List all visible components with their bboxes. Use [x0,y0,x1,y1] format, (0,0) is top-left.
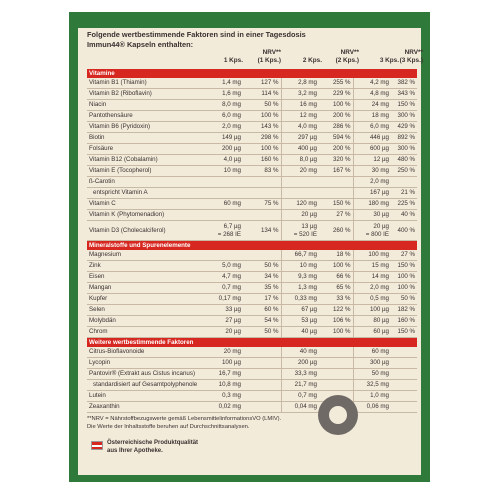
nrv-cell: 200 % [319,111,353,122]
amount-cell: 14 mg [353,272,391,283]
nrv-cell: 114 % [243,89,281,100]
nrv-cell: 160 % [391,316,417,327]
green-frame-right [421,14,428,480]
nutrient-name: Vitamin E (Tocopherol) [87,166,205,177]
amount-cell: 20 mg [205,347,243,358]
amount-cell: 20 µg [281,210,319,221]
table-row [87,210,417,221]
amount-cell: 18 mg [353,111,391,122]
nrv-cell: 40 % [391,210,417,221]
origin-line-1: Österreichische Produktqualität [107,440,199,447]
nrv-cell: 229 % [319,89,353,100]
table-row [87,100,417,111]
table-row [87,402,417,413]
nrv-cell: 320 % [319,155,353,166]
austrian-flag-icon [91,441,103,450]
nutrient-name: Pantothensäure [87,111,205,122]
amount-cell: 40 µg [281,327,319,338]
nutrient-name: Magnesium [87,250,205,261]
nrv-cell: 225 % [391,199,417,210]
table-row [87,380,417,391]
amount-cell: 297 µg [281,133,319,144]
seal-center [329,406,347,424]
nutrient-name: Lycopin [87,358,205,369]
nutrient-name: Zeaxanthin [87,402,205,413]
table-row [87,155,417,166]
amount-cell: 2,0 mg [353,283,391,294]
header-nrv-label-2: NRV** [340,49,359,57]
amount-cell: 0,5 mg [353,294,391,305]
nrv-cell: 33 % [319,294,353,305]
nrv-cell [319,358,353,369]
nrv-cell [391,358,417,369]
nrv-cell: 260 % [319,221,353,241]
amount-cell: 20 mg [281,166,319,177]
nutrient-name: Zink [87,261,205,272]
nrv-cell: 200 % [319,144,353,155]
nrv-cell: 18 % [319,250,353,261]
header-3-kps: 3 Kps. [379,57,399,65]
nutrient-name: Vitamin C [87,199,205,210]
table-row [87,369,417,380]
table-row [87,305,417,316]
amount-cell: 6,7 µg = 268 IE [205,221,243,241]
nrv-cell: 100 % [319,261,353,272]
section-title: Mineralstoffe und Spurenelemente [87,241,417,251]
nrv-cell: 65 % [319,283,353,294]
nrv-cell: 34 % [243,272,281,283]
table-row [87,133,417,144]
amount-cell: 600 µg [353,144,391,155]
nutrient-name: entspricht Vitamin A [87,188,205,199]
panel-content [87,30,423,461]
nutrient-name: Vitamin K (Phytomenadion) [87,210,205,221]
nrv-cell: 27 % [391,250,417,261]
table-row [87,177,417,188]
nrv-cell: 594 % [319,133,353,144]
section-title: Vitamine [87,69,417,78]
amount-cell: 120 mg [281,199,319,210]
table-row [87,261,417,272]
amount-cell: 200 µg [281,358,319,369]
amount-cell: 10 mg [205,166,243,177]
nrv-cell: 66 % [319,272,353,283]
amount-cell: 300 µg [353,358,391,369]
nutrient-name: Kupfer [87,294,205,305]
nrv-cell [243,250,281,261]
table-row [87,111,417,122]
amount-cell: 53 µg [281,316,319,327]
nutrient-name: Lutein [87,391,205,402]
nrv-cell: 298 % [243,133,281,144]
table-row [87,166,417,177]
table-row [87,316,417,327]
nrv-cell: 250 % [391,166,417,177]
amount-cell: 2,8 mg [281,78,319,89]
table-row [87,89,417,100]
amount-cell: 10,8 mg [205,380,243,391]
nutrient-name: Chrom [87,327,205,338]
nrv-cell: 83 % [243,166,281,177]
quality-seal-icon [318,395,358,435]
nrv-cell: 892 % [391,133,417,144]
amount-cell: 4,2 mg [353,78,391,89]
header-nrv-2-kps [325,49,359,64]
nutrient-name: Eisen [87,272,205,283]
amount-cell: 20 µg [205,327,243,338]
amount-cell: 9,3 mg [281,272,319,283]
amount-cell: 21,7 mg [281,380,319,391]
nrv-cell: 27 % [319,210,353,221]
nrv-cell: 143 % [243,122,281,133]
nrv-cell: 75 % [243,199,281,210]
nutrient-name: standardisiert auf Gesamtpolyphenole [87,380,205,391]
amount-cell: 5,0 mg [205,261,243,272]
amount-cell: 180 mg [353,199,391,210]
nrv-cell: 127 % [243,78,281,89]
nutrient-name: Vitamin B2 (Riboflavin) [87,89,205,100]
nrv-cell: 160 % [243,155,281,166]
nrv-cell [391,347,417,358]
nrv-cell [391,177,417,188]
amount-cell: 0,17 mg [205,294,243,305]
nrv-cell [391,391,417,402]
amount-cell: 6,0 mg [205,111,243,122]
nrv-cell: 100 % [243,144,281,155]
amount-cell: 30 µg [353,210,391,221]
amount-cell: 0,33 mg [281,294,319,305]
table-row [87,188,417,199]
amount-cell: 4,8 mg [353,89,391,100]
amount-cell: 16,7 mg [205,369,243,380]
nrv-cell: 167 % [319,166,353,177]
nrv-cell [243,358,281,369]
nrv-cell [243,210,281,221]
nrv-cell [319,369,353,380]
section-header [87,338,417,348]
header-nrv-3-kps [393,49,423,64]
nrv-cell: 100 % [243,111,281,122]
nrv-cell: 17 % [243,294,281,305]
footnote-analysis: Die Werte der Inhaltsstoffe beruhen auf Durchschnittsanalysen. [87,424,250,431]
section-title: Weitere wertbestimmende Faktoren [87,338,417,348]
nutrient-name: Vitamin B1 (Thiamin) [87,78,205,89]
amount-cell: 0,02 mg [205,402,243,413]
nrv-cell [243,391,281,402]
amount-cell: 2,0 mg [205,122,243,133]
nrv-cell [319,347,353,358]
nrv-cell: 343 % [391,89,417,100]
amount-cell: 100 mg [353,250,391,261]
header-nrv-sub-1: (1 Kps.) [257,56,281,64]
amount-cell: 0,3 mg [205,391,243,402]
nrv-cell: 50 % [243,261,281,272]
amount-cell [205,177,243,188]
table-row [87,144,417,155]
nrv-cell: 150 % [391,327,417,338]
amount-cell: 10 mg [281,261,319,272]
header-2-kps: 2 Kps. [302,57,322,65]
amount-cell: 8,0 µg [281,155,319,166]
amount-cell: 80 µg [353,316,391,327]
table-row [87,358,417,369]
amount-cell: 30 mg [353,166,391,177]
nrv-cell [319,188,353,199]
nrv-cell [391,402,417,413]
nrv-cell: 50 % [391,294,417,305]
section-header [87,69,417,78]
amount-cell: 0,04 mg [281,402,319,413]
origin-row [87,439,417,461]
nutrient-table [87,69,417,413]
amount-cell: 60 mg [205,199,243,210]
nrv-cell: 400 % [391,221,417,241]
amount-cell [205,250,243,261]
nrv-cell: 100 % [391,272,417,283]
amount-cell: 100 µg [353,305,391,316]
nrv-cell: 300 % [391,111,417,122]
table-row [87,347,417,358]
nrv-cell: 50 % [243,100,281,111]
nutrient-name: Pantovir® (Extrakt aus Cistus incanus) [87,369,205,380]
header-1-kps: 1 Kps. [223,57,243,65]
amount-cell: 1,6 mg [205,89,243,100]
nrv-cell [319,380,353,391]
section-header [87,241,417,251]
amount-cell: 4,0 mg [281,122,319,133]
amount-cell: 66,7 mg [281,250,319,261]
footnote-nrv: **NRV = Nährstoffbezugswerte gemäß LebensmittelinformationsVO (LMIV). [87,416,282,423]
nutrient-name: Mangan [87,283,205,294]
amount-cell: 60 mg [353,347,391,358]
nrv-cell [391,369,417,380]
amount-cell: 1,0 mg [353,391,391,402]
nrv-cell: 106 % [319,316,353,327]
amount-cell: 149 µg [205,133,243,144]
amount-cell: 0,7 mg [205,283,243,294]
green-frame-left [71,14,78,480]
nrv-cell [243,188,281,199]
amount-cell: 8,0 mg [205,100,243,111]
header-nrv-1-kps [247,49,281,64]
table-row [87,221,417,241]
nrv-cell [243,402,281,413]
nrv-cell: 100 % [319,327,353,338]
nrv-cell: 100 % [391,283,417,294]
nutrient-name: Selen [87,305,205,316]
nrv-cell [243,380,281,391]
amount-cell: 4,0 µg [205,155,243,166]
table-row [87,327,417,338]
table-row [87,272,417,283]
table-row [87,199,417,210]
amount-cell: 0,7 mg [281,391,319,402]
amount-cell: 167 µg [353,188,391,199]
nutrient-name: ß-Carotin [87,177,205,188]
green-frame-top [71,14,428,28]
table-row [87,391,417,402]
amount-cell [205,210,243,221]
amount-cell [205,188,243,199]
amount-cell: 24 mg [353,100,391,111]
amount-cell: 27 µg [205,316,243,327]
nrv-cell: 150 % [319,199,353,210]
origin-text [107,439,198,455]
amount-cell: 400 µg [281,144,319,155]
column-headers [87,49,423,69]
nrv-cell: 122 % [319,305,353,316]
header-nrv-sub-3: (3 Kps.) [399,56,423,64]
nutrient-name: Citrus-Bioflavonoide [87,347,205,358]
amount-cell: 16 mg [281,100,319,111]
intro-text [87,30,417,49]
amount-cell: 6,0 mg [353,122,391,133]
nutrient-name: Molybdän [87,316,205,327]
nrv-cell: 382 % [391,78,417,89]
header-nrv-label-3: NRV** [404,49,423,57]
amount-cell: 20 µg = 800 IE [353,221,391,241]
intro-line-2: Immun44® Kapseln enthalten: [87,39,194,49]
nrv-cell: 182 % [391,305,417,316]
header-nrv-sub-2: (2 Kps.) [335,56,359,64]
origin-line-2: aus Ihrer Apotheke. [107,448,163,455]
amount-cell: 33,3 mg [281,369,319,380]
nrv-cell: 429 % [391,122,417,133]
amount-cell: 2,0 mg [353,177,391,188]
amount-cell: 0,06 mg [353,402,391,413]
nutrient-name: Biotin [87,133,205,144]
amount-cell: 15 mg [353,261,391,272]
nrv-cell: 100 % [319,100,353,111]
amount-cell [281,188,319,199]
nrv-cell [243,369,281,380]
amount-cell: 32,5 mg [353,380,391,391]
amount-cell: 200 µg [205,144,243,155]
amount-cell: 33 µg [205,305,243,316]
table-row [87,122,417,133]
amount-cell: 12 mg [281,111,319,122]
nrv-cell: 150 % [391,100,417,111]
nrv-cell [243,347,281,358]
nutrient-name: Vitamin B12 (Cobalamin) [87,155,205,166]
amount-cell: 1,3 mg [281,283,319,294]
amount-cell: 67 µg [281,305,319,316]
amount-cell: 13 µg = 520 IE [281,221,319,241]
nrv-cell: 150 % [391,261,417,272]
amount-cell: 4,7 mg [205,272,243,283]
table-row [87,283,417,294]
nutrient-name: Vitamin D3 (Cholecalciferol) [87,221,205,241]
amount-cell: 50 mg [353,369,391,380]
amount-cell: 40 mg [281,347,319,358]
nrv-cell [391,380,417,391]
amount-cell [281,177,319,188]
nrv-cell: 300 % [391,144,417,155]
amount-cell: 446 µg [353,133,391,144]
nrv-cell: 35 % [243,283,281,294]
nutrient-name: Niacin [87,100,205,111]
nrv-cell: 54 % [243,316,281,327]
table-row [87,294,417,305]
green-frame-bottom [71,475,428,480]
nrv-cell [243,177,281,188]
table-row [87,78,417,89]
nutrient-table-body [87,69,417,413]
intro-line-1: Folgende wertbestimmende Faktoren sind in einer Tagesdosis [87,30,306,39]
nrv-cell: 21 % [391,188,417,199]
header-nrv-label-1: NRV** [262,49,281,57]
amount-cell: 60 µg [353,327,391,338]
nrv-cell: 480 % [391,155,417,166]
nrv-cell: 50 % [243,327,281,338]
table-row [87,250,417,261]
nrv-cell: 255 % [319,78,353,89]
nrv-cell: 60 % [243,305,281,316]
nrv-cell: 286 % [319,122,353,133]
nutrient-name: Vitamin B6 (Pyridoxin) [87,122,205,133]
amount-cell: 1,4 mg [205,78,243,89]
footnotes [87,415,417,431]
amount-cell: 12 µg [353,155,391,166]
amount-cell: 100 µg [205,358,243,369]
nrv-cell: 134 % [243,221,281,241]
nrv-cell [319,177,353,188]
amount-cell: 3,2 mg [281,89,319,100]
nutrient-name: Folsäure [87,144,205,155]
product-info-panel [69,12,430,482]
